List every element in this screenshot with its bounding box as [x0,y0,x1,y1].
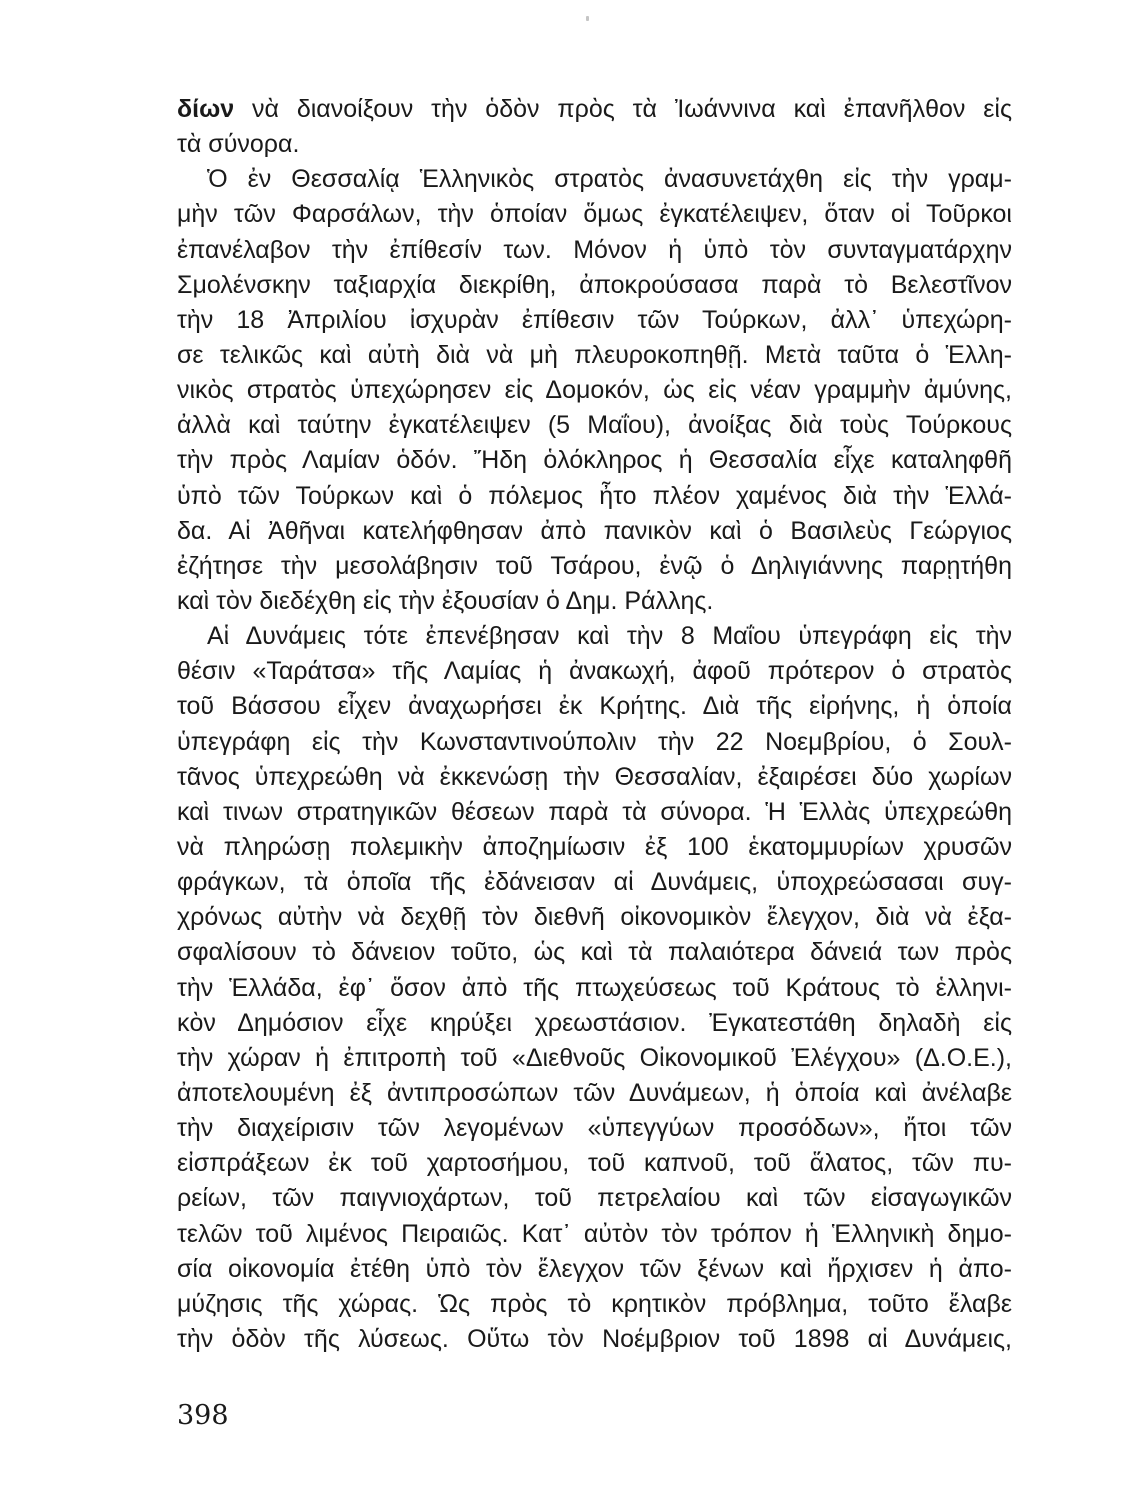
text-line: ἀποτελουμένη ἐξ ἀντιπροσώπων τῶν Δυνάμεων, ἡ ὁποία καὶ ἀνέλαβε [177,1078,1012,1107]
text-line: τὴν ὁδὸν τῆς λύσεως. Οὕτω τὸν Νοέμβριον τοῦ 1898 αἱ Δυνάμεις, [177,1324,1012,1353]
text-line: εἰσπράξεων ἐκ τοῦ χαρτοσήμου, τοῦ καπνοῦ, τοῦ ἅλατος, τῶν πυ- [177,1149,1012,1178]
text-line: τὴν Ἑλλάδα, ἐφ᾽ ὅσον ἀπὸ τῆς πτωχεύσεως τοῦ Κράτους τὸ ἑλληνι- [177,973,1012,1002]
text-line: σφαλίσουν τὸ δάνειον τοῦτο, ὡς καὶ τὰ παλαιότερα δάνειά των πρὸς [177,938,1012,967]
text-line: Σμολένσκην ταξιαρχία διεκρίθη, ἀποκρούσασα παρὰ τὸ Βελεστῖνον [177,270,1012,299]
text-line: ὑπεγράφη εἰς τὴν Κωνσταντινούπολιν τὴν 22 Νοεμβρίου, ὁ Σουλ- [177,727,1012,756]
text-line: χρόνως αὐτὴν νὰ δεχθῇ τὸν διεθνῆ οἰκονομικὸν ἔλεγχον, διὰ νὰ ἐξα- [177,903,1012,932]
text-line: Αἱ Δυνάμεις τότε ἐπενέβησαν καὶ τὴν 8 Μαΐου ὑπεγράφη εἰς τὴν [207,622,1012,651]
text-line: ἐπανέλαβον τὴν ἐπίθεσίν των. Μόνον ἡ ὑπὸ τὸν συνταγματάρχην [177,235,1012,264]
text-line: τελῶν τοῦ λιμένος Πειραιῶς. Κατ᾽ αὐτὸν τὸν τρόπον ἡ Ἑλληνικὴ δημο- [177,1219,1012,1248]
text-line: θέσιν «Ταράτσα» τῆς Λαμίας ἡ ἀνακωχή, ἀφοῦ πρότερον ὁ στρατὸς [177,657,1012,686]
text-line: τὴν πρὸς Λαμίαν ὁδόν. Ἤδη ὁλόκληρος ἡ Θεσσαλία εἶχε καταληφθῆ [177,446,1012,475]
text-line: ρείων, τῶν παιγνιοχάρτων, τοῦ πετρελαίου καὶ τῶν εἰσαγωγικῶν [177,1184,1012,1213]
text-line: ὑπὸ τῶν Τούρκων καὶ ὁ πόλεμος ἦτο πλέον χαμένος διὰ τὴν Ἑλλά- [177,481,1012,510]
text-line: σία οἰκονομία ἐτέθη ὑπὸ τὸν ἔλεγχον τῶν ξένων καὶ ἤρχισεν ἡ ἀπο- [177,1254,1012,1283]
text-line: ἐζήτησε τὴν μεσολάβησιν τοῦ Τσάρου, ἐνῷ ὁ Δηλιγιάννης παρῃτήθη [177,551,1012,580]
line-text: νὰ διανοίξουν τὴν ὁδὸν πρὸς τὰ Ἰωάννινα καὶ ἐπανῆλθον εἰς [234,95,1012,123]
text-line: Ὁ ἐν Θεσσαλίᾳ Ἑλληνικὸς στρατὸς ἀνασυνετάχθη εἰς τὴν γραμ- [207,165,1012,194]
text-line: κὸν Δημόσιον εἶχε κηρύξει χρεωστάσιον. Ἐγκατεστάθη δηλαδὴ εἰς [177,1008,1012,1037]
text-line: νὰ πληρώσῃ πολεμικὴν ἀποζημίωσιν ἐξ 100 ἑκατομμυρίων χρυσῶν [177,832,1012,861]
text-line: νικὸς στρατὸς ὑπεχώρησεν εἰς Δομοκόν, ὡς εἰς νέαν γραμμὴν ἀμύνης, [177,376,1012,405]
text-line: τὴν χώραν ἡ ἐπιτροπὴ τοῦ «Διεθνοῦς Οἰκονομικοῦ Ἐλέγχου» (Δ.Ο.Ε.), [177,1043,1012,1072]
bold-first-word: δίων [177,95,235,123]
text-line: τοῦ Βάσσου εἶχεν ἀναχωρήσει ἐκ Κρήτης. Διὰ τῆς εἰρήνης, ἡ ὁποία [177,692,1012,721]
text-line: τὴν 18 Ἀπριλίου ἰσχυρὰν ἐπίθεσιν τῶν Τούρκων, ἀλλ᾽ ὑπεχώρη- [177,305,1012,334]
text-line: μὴν τῶν Φαρσάλων, τὴν ὁποίαν ὅμως ἐγκατέλειψεν, ὅταν οἱ Τοῦρκοι [177,200,1012,229]
text-line: τᾶνος ὑπεχρεώθη νὰ ἐκκενώσῃ τὴν Θεσσαλίαν, ἐξαιρέσει δύο χωρίων [177,762,1012,791]
text-line [177,92,1012,127]
text-line: τὰ σύνορα. [177,130,300,159]
paper-speck [586,16,589,21]
text-line: δα. Αἱ Ἀθῆναι κατελήφθησαν ἀπὸ πανικὸν καὶ ὁ Βασιλεὺς Γεώργιος [177,516,1012,545]
body-text [177,92,1012,1357]
text-line: καὶ τὸν διεδέχθη εἰς τὴν ἐξουσίαν ὁ Δημ. Ράλλης. [177,586,714,615]
text-line: μύζησις τῆς χώρας. Ὡς πρὸς τὸ κρητικὸν πρόβλημα, τοῦτο ἔλαβε [177,1289,1012,1318]
text-line: καὶ τινων στρατηγικῶν θέσεων παρὰ τὰ σύνορα. Ἡ Ἑλλὰς ὑπεχρεώθη [177,797,1012,826]
text-line: ἀλλὰ καὶ ταύτην ἐγκατέλειψεν (5 Μαΐου), ἀνοίξας διὰ τοὺς Τούρκους [177,411,1012,440]
page-number: 398 [177,1400,229,1431]
text-line: φράγκων, τὰ ὁποῖα τῆς ἐδάνεισαν αἱ Δυνάμεις, ὑποχρεώσασαι συγ- [177,868,1012,897]
text-line: τὴν διαχείρισιν τῶν λεγομένων «ὑπεγγύων προσόδων», ἤτοι τῶν [177,1114,1012,1143]
text-line: σε τελικῶς καὶ αὐτὴ διὰ νὰ μὴ πλευροκοπηθῇ. Μετὰ ταῦτα ὁ Ἑλλη- [177,340,1012,369]
